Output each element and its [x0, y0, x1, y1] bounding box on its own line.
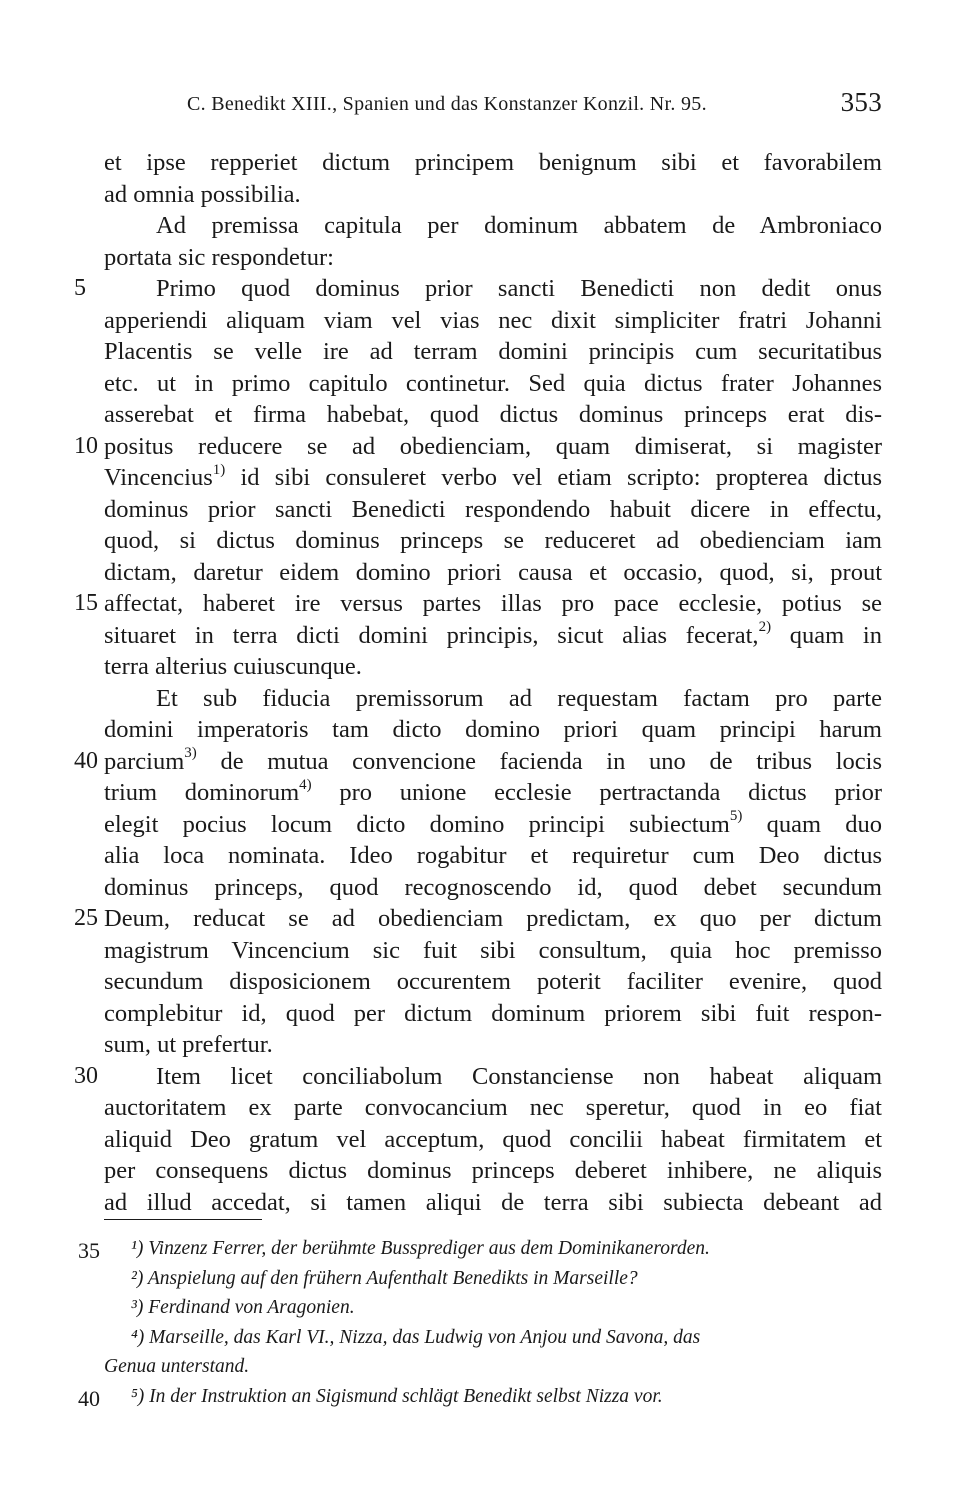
line-number: 35: [78, 1238, 100, 1263]
line-text: et ipse repperiet dictum principem benignum sibi et favorabilem: [104, 149, 882, 176]
line-text: quod, si dictus dominus princeps se reduceret ad obedienciam iam: [104, 527, 882, 554]
text-line: [104, 714, 882, 746]
text-line: [104, 840, 882, 872]
line-text: per consequens dictus dominus princeps deberet inhibere, ne aliquis: [104, 1157, 882, 1184]
text-line: [104, 368, 882, 400]
text-line: [104, 557, 882, 589]
line-text: affectat, haberet ire versus partes illas pro pace ecclesie, potius se: [104, 590, 882, 617]
text-line: [104, 305, 882, 337]
line-text: aliquid Deo gratum vel acceptum, quod concilii habeat firmitatem et: [104, 1125, 882, 1153]
text-line: [104, 1092, 882, 1124]
line-number: 10: [74, 432, 98, 459]
line-text: asserebat et firma habebat, quod dictus dominus princeps erat dis-: [104, 401, 882, 428]
line-text: sum, ut prefertur.: [104, 1031, 273, 1058]
footnote-marker: ⁵): [131, 1385, 145, 1407]
footnote-text: Ferdinand von Aragonien.: [148, 1297, 355, 1318]
line-text: positus reducere se ad obedienciam, quam dimiserat, si magister: [104, 432, 882, 460]
text-line: [104, 651, 882, 683]
line-text: ad illud accedat, si tamen aliqui de terra sibi subiecta debeant ad: [104, 1188, 882, 1216]
line-text: complebitur id, quod per dictum dominum priorem sibi fuit respon-: [104, 999, 882, 1027]
text-line: [74, 745, 882, 778]
line-text-after: quam duo: [742, 810, 882, 838]
footnote: [78, 1382, 882, 1412]
footnote-rule: [104, 1219, 262, 1220]
text-line: [104, 1124, 882, 1156]
line-text-after: pro unione ecclesie pertractanda dictus prior: [311, 779, 882, 806]
text-line: [74, 588, 882, 620]
text-line: [104, 935, 882, 967]
line-number: 40: [78, 1385, 100, 1411]
footnote-text: Genua unterstand.: [104, 1356, 250, 1377]
line-text: magistrum Vincencium sic fuit sibi consultum, quia hoc premisso: [104, 936, 882, 964]
page-number: 353: [840, 87, 882, 117]
footnote: [78, 1234, 882, 1264]
line-text: dominus prior sancti Benedicti respondendo habuit dicere in effectu,: [104, 495, 882, 523]
line-text: situaret in terra dicti domini principis, sicut alias fecerat,: [104, 621, 759, 649]
line-number: 25: [74, 905, 98, 931]
text-line: [104, 336, 882, 368]
text-line: [74, 1061, 882, 1093]
line-text: auctoritatem ex parte convocancium nec speretur, quod in eo fiat: [104, 1094, 882, 1121]
line-text: Placentis se velle ire ad terram domini principis cum securitatibus: [104, 338, 882, 365]
line-text: trium dominorum: [104, 779, 300, 806]
text-line: [104, 809, 882, 841]
text-line: [74, 903, 882, 935]
line-text: Et sub fiducia premissorum ad requestam factam pro parte: [156, 684, 882, 712]
line-text: elegit pocius locum dicto domino principi subiectum: [104, 810, 730, 838]
line-text: Primo quod dominus prior sancti Benedicti non dedit onus: [156, 275, 882, 302]
text-line: [104, 966, 882, 998]
line-text: portata sic respondetur:: [104, 243, 334, 271]
line-text-after: quam in: [771, 621, 882, 649]
line-text: parcium: [104, 747, 185, 775]
footnotes: [78, 1234, 882, 1411]
text-line: [74, 273, 882, 305]
text-line: [104, 147, 882, 179]
line-text: Vincencius: [104, 464, 213, 491]
footnote-text: Vinzenz Ferrer, der berühmte Bussprediger aus dem Dominikanerorden.: [148, 1238, 710, 1259]
text-line: [104, 462, 882, 494]
text-line: [104, 399, 882, 431]
text-line: [104, 242, 882, 274]
text-line: [104, 1187, 882, 1219]
text-line: [104, 1029, 882, 1061]
footnote-text: Marseille, das Karl VI., Nizza, das Ludwig von Anjou und Savona, das: [149, 1326, 701, 1348]
text-line: [104, 525, 882, 557]
line-number: 30: [74, 1062, 98, 1089]
running-head: [187, 87, 882, 117]
footnote-marker: ²): [131, 1267, 144, 1289]
text-line: [104, 1155, 882, 1187]
footnote-marker: ⁴): [131, 1326, 145, 1348]
line-text: Item licet conciliabolum Constanciense non habeat aliquam: [156, 1062, 882, 1090]
line-number: 40: [74, 747, 98, 774]
line-text: apperiendi aliquam viam vel vias nec dixit simpliciter fratri Johanni: [104, 306, 882, 334]
line-text-after: id sibi consuleret verbo vel etiam scripto: propterea dictus: [225, 464, 882, 491]
line-number: 15: [74, 590, 98, 616]
footnote-reference: 5): [729, 808, 743, 825]
line-text-after: de mutua convencione facienda in uno de tribus locis: [196, 747, 882, 775]
footnote-text: Anspielung auf den frühern Aufenthalt Benedikts in Marseille?: [147, 1267, 638, 1289]
text-line: [104, 777, 882, 809]
body-text: [74, 147, 882, 1218]
text-line: [104, 179, 882, 211]
line-text: dominus princeps, quod recognoscendo id, quod debet secundum: [104, 873, 882, 901]
text-line: [104, 872, 882, 904]
line-text: domini imperatoris tam dicto domino priori quam principi harum: [104, 716, 882, 743]
footnote: [104, 1293, 882, 1323]
text-line: [74, 431, 882, 463]
running-head-title: C. Benedikt XIII., Spanien und das Konstanzer Konzil. Nr. 95.: [187, 93, 707, 115]
text-line: [104, 210, 882, 242]
footnote: [104, 1264, 882, 1294]
line-text: Deum, reducat se ad obedienciam predictam, ex quo per dictum: [104, 905, 882, 932]
text-line: [104, 494, 882, 526]
line-text: etc. ut in primo capitulo continetur. Sed quia dictus frater Johannes: [104, 369, 882, 397]
footnote: [104, 1323, 882, 1353]
footnote-marker: ¹): [131, 1238, 144, 1259]
footnote-reference: 1): [212, 461, 226, 478]
footnote-text: In der Instruktion an Sigismund schlägt Benedikt selbst Nizza vor.: [149, 1385, 663, 1407]
footnote-reference: 4): [299, 776, 312, 793]
footnote: [104, 1352, 882, 1382]
footnote-marker: ³): [131, 1297, 144, 1318]
line-number: 5: [74, 275, 86, 301]
footnote-reference: 3): [184, 745, 197, 762]
text-line: [104, 620, 882, 652]
footnote-reference: 2): [758, 619, 772, 636]
text-line: [104, 998, 882, 1030]
line-text: alia loca nominata. Ideo rogabitur et requiretur cum Deo dictus: [104, 842, 882, 869]
line-text: ad omnia possibilia.: [104, 180, 301, 208]
line-text: terra alterius cuiuscunque.: [104, 653, 362, 680]
line-text: Ad premissa capitula per dominum abbatem de Ambroniaco: [156, 212, 882, 239]
line-text: secundum disposicionem occurentem poterit faciliter evenire, quod: [104, 968, 882, 995]
line-text: dictam, daretur eidem domino priori causa et occasio, quod, si, prout: [104, 558, 882, 586]
text-line: [104, 683, 882, 715]
